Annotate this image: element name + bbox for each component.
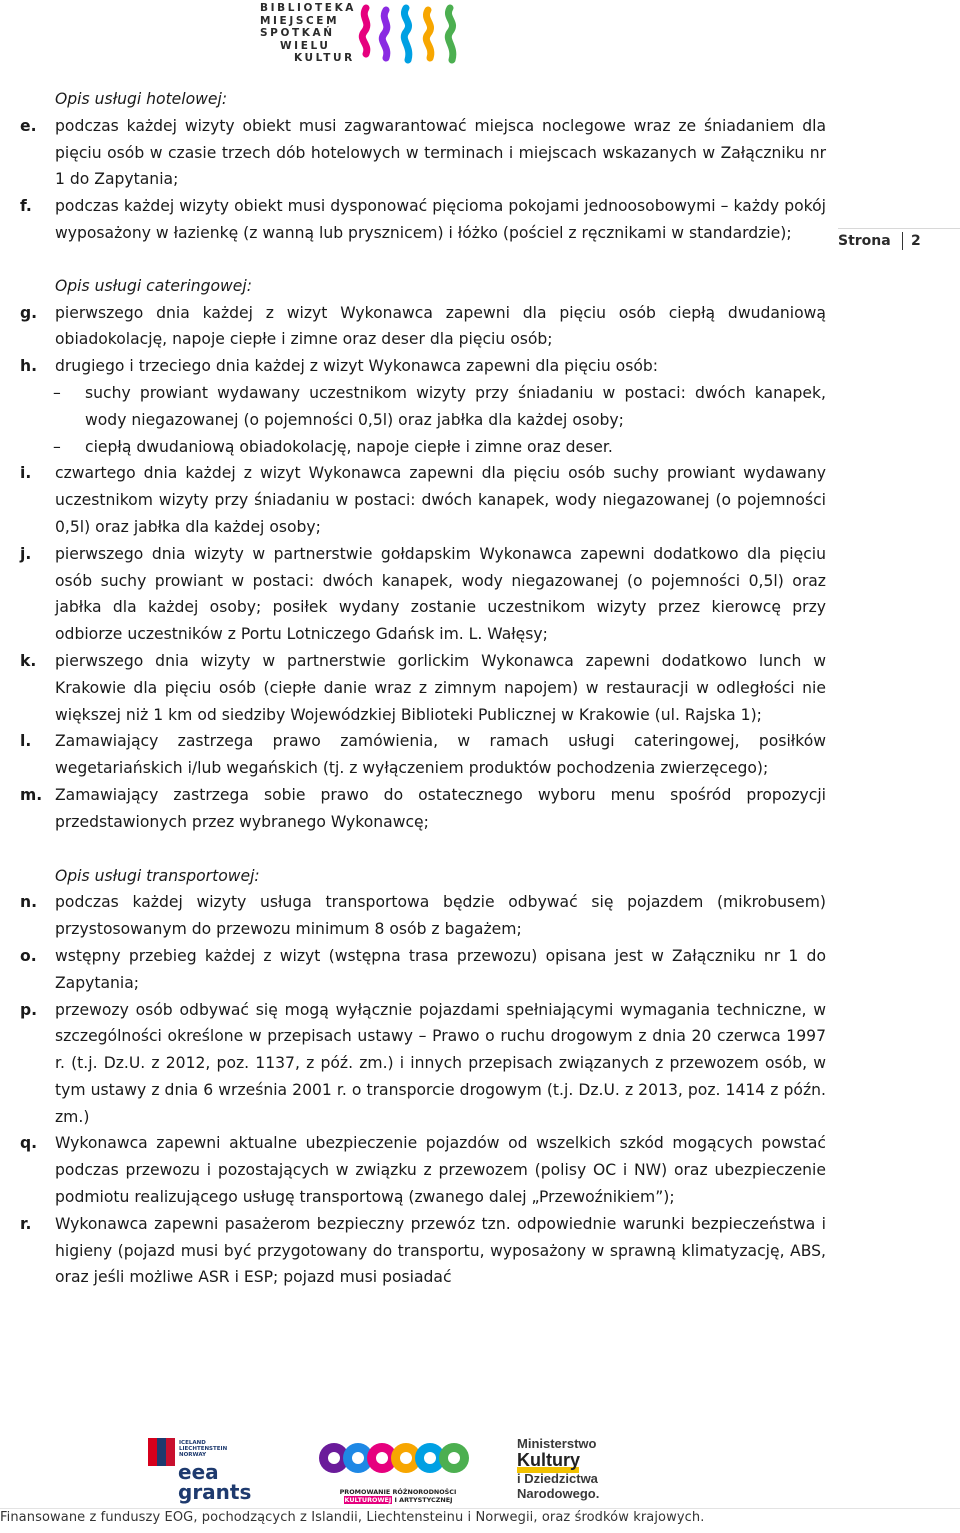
sub-item-text: suchy prowiant wydawany uczestnikom wizyty przy śniadaniu w postaci: dwóch kanapek, wody niegazowanej (o pojemności 0,5l) oraz jabłka dla każdej osoby;	[85, 383, 826, 429]
ministry-line: Kultury	[517, 1450, 580, 1470]
item-label: i.	[20, 464, 32, 483]
item-text: wstępny przebieg każdej z wizyt (wstępna trasa przewozu) opisana jest w Załączniku nr 1 do Zapytania;	[55, 946, 826, 992]
footer-divider	[0, 1508, 960, 1509]
item-text: Zamawiający zastrzega prawo zamówienia, w ramach usługi cateringowej, posiłków wegetariańskich i/lub wegańskich (tj. z wyłączeniem produktów pochodzenia zwierzęcego);	[55, 732, 826, 778]
item-label: k.	[20, 651, 37, 670]
list-item	[20, 1211, 826, 1291]
sub-list-item	[55, 434, 826, 461]
list-item	[20, 648, 826, 728]
list-item	[20, 113, 826, 193]
page-label: Strona	[838, 233, 891, 249]
ministry-logo	[517, 1436, 637, 1504]
divider	[838, 228, 960, 229]
section-catering	[20, 273, 826, 836]
section-heading: Opis usługi cateringowej:	[55, 276, 252, 295]
promo-diversity-logo	[318, 1434, 478, 1504]
eea-country: ICELAND	[179, 1440, 206, 1446]
page-number: 2	[911, 233, 921, 249]
item-label: r.	[20, 1214, 32, 1233]
item-text: Wykonawca zapewni pasażerom bezpieczny przewóz tzn. odpowiednie warunki bezpieczeństwa i higieny (pojazd musi być przygotowany do transportu, wyposażony w sprawną klimatyzację, ABS, oraz jeśli możliwe ASR i ESP; pojazd musi posiadać	[55, 1214, 826, 1287]
item-text: podczas każdej wizyty obiekt musi dysponować pięcioma pokojami jednoosobowymi – każdy pokój wyposażony w łazienkę (z wanną lub prysznicem) i łóżko (pościel z ręcznikami w standardzie);	[55, 197, 826, 242]
list-item	[20, 728, 826, 782]
list-item	[20, 1130, 826, 1210]
library-logo-text	[258, 2, 368, 65]
funding-note: Finansowane z funduszy EOG, pochodzących z Islandii, Liechtensteinu i Norwegii, oraz środków krajowych.	[0, 1510, 705, 1525]
section-heading: Opis usługi transportowej:	[55, 866, 260, 885]
list-item	[20, 353, 826, 460]
dash-bullet: –	[53, 383, 61, 402]
section-hotel	[20, 86, 826, 247]
list-item	[20, 300, 826, 354]
eea-country: LIECHTENSTEIN	[179, 1446, 228, 1452]
faces-logo-icon	[358, 4, 478, 68]
item-label: p.	[20, 1000, 38, 1019]
list-item	[20, 782, 826, 836]
item-body	[55, 353, 826, 460]
eea-country: NORWAY	[179, 1452, 207, 1458]
dash-bullet: –	[53, 437, 61, 456]
item-text: przewozy osób odbywać się mogą wyłącznie pojazdami spełniającymi wymagania techniczne, w szczególności określone w przepisach ustawy – Prawo o ruchu drogowym z dnia 20 czerwca 1997 r. (t.j. Dz.U. z 2012, poz. 1137, z póź. zm.) i innych przepisach związanych z przewozem osób, w tym ustawy z dnia 6 września 2001 r. o transporcie drogowym (t.j. Dz.U. z 2013, poz. 1414 z późn. zm.)	[55, 1000, 826, 1126]
promo-line: PROMOWANIE RÓŻNORODNOŚCI	[339, 1488, 457, 1496]
item-label: n.	[20, 893, 38, 912]
promo-line: KULTUROWEJ	[344, 1496, 392, 1504]
item-label: q.	[20, 1134, 38, 1153]
item-label: l.	[20, 732, 32, 751]
item-label: j.	[20, 544, 32, 563]
list-item	[20, 460, 826, 540]
sub-item-text: ciepłą dwudaniową obiadokolację, napoje ciepłe i zimne oraz deser.	[85, 437, 613, 456]
eea-flags-icon	[148, 1438, 176, 1466]
item-text: Zamawiający zastrzega sobie prawo do ostatecznego wyboru menu spośród propozycji przedstawionych przez wybranego Wykonawcę;	[55, 785, 826, 831]
eea-country-names	[179, 1440, 227, 1458]
ministry-line: Narodowego.	[517, 1486, 600, 1501]
sub-list	[55, 380, 826, 460]
promo-text	[318, 1488, 478, 1504]
ministry-line: i Dziedzictwa	[517, 1471, 598, 1486]
item-text: podczas każdej wizyty usługa transportowa będzie odbywać się pojazdem (mikrobusem) przystosowanym do przewozu minimum 8 osób z bagażem;	[55, 893, 826, 939]
masks-icon	[318, 1434, 478, 1486]
library-logo	[258, 2, 480, 70]
footer-logos	[0, 1432, 960, 1506]
list-item	[20, 889, 826, 943]
item-label: e.	[20, 116, 37, 135]
list-item	[20, 943, 826, 997]
eea-line: eea	[178, 1460, 219, 1484]
item-text: czwartego dnia każdej z wizyt Wykonawca zapewni dla pięciu osób suchy prowiant wydawany uczestnikom wizyty przy śniadaniu w postaci: dwóch kanapek, wody niegazowanej (o pojemności 0,5l) oraz jabłka dla każdej osoby;	[55, 464, 826, 536]
divider	[902, 232, 903, 250]
eea-line: grants	[178, 1480, 252, 1504]
section-transport	[20, 863, 826, 1292]
sub-list-item	[55, 380, 826, 434]
item-label: m.	[20, 785, 43, 804]
item-label: o.	[20, 946, 37, 965]
section-heading: Opis usługi hotelowej:	[55, 90, 228, 108]
item-text: pierwszego dnia każdej z wizyt Wykonawca zapewni dla pięciu osób ciepłą dwudaniową obiadokolację, napoje ciepłe i zimne oraz deser dla pięciu osób;	[55, 303, 826, 349]
page-number-marker	[838, 228, 960, 254]
ministry-line: Ministerstwo	[517, 1436, 597, 1451]
eea-grants-logo	[148, 1432, 266, 1504]
item-text: pierwszego dnia wizyty w partnerstwie gołdapskim Wykonawca zapewni dodatkowo dla pięciu osób suchy prowiant w postaci: dwóch kanapek, wody niegazowanej (o pojemności 0,5l) oraz jabłka dla każdej osoby; posiłek wydany zostanie uczestnikom wizyty przez kierowcę przy odbiorze uczestników z Portu Lotniczego Gdańsk im. L. Wałęsy;	[55, 544, 826, 644]
logo-line: WIELU	[280, 39, 331, 52]
list-item	[20, 997, 826, 1131]
item-label: h.	[20, 357, 38, 376]
promo-line: I ARTYSTYCZNEJ	[394, 1496, 453, 1504]
logo-line: KULTUR	[294, 52, 355, 64]
item-label: g.	[20, 303, 38, 322]
list-item	[20, 541, 826, 648]
logo-line: BIBLIOTEKA	[260, 2, 357, 14]
item-text: pierwszego dnia wizyty w partnerstwie gorlickim Wykonawca zapewni dodatkowo lunch w Krakowie dla pięciu osób (ciepłe danie wraz z zimnym napojem) w restauracji w odległości nie większej niż 1 km od siedziby Wojewódzkiej Biblioteki Publicznej w Krakowie (ul. Rajska 1);	[55, 651, 826, 724]
logo-line: MIEJSCEM	[260, 14, 340, 27]
item-text: drugiego i trzeciego dnia każdej z wizyt Wykonawca zapewni dla pięciu osób:	[55, 357, 659, 376]
item-label: f.	[20, 197, 32, 216]
eea-grants-wordmark	[178, 1462, 251, 1502]
item-text: podczas każdej wizyty obiekt musi zagwarantować miejsca noclegowe wraz ze śniadaniem dla pięciu osób w czasie trzech dób hotelowych w terminach i miejscach wskazanych w Załączniku nr 1 do Zapytania;	[55, 116, 826, 189]
item-text: Wykonawca zapewni aktualne ubezpieczenie pojazdów od wszelkich szkód mogących powstać podczas przewozu i pozostających w związku z przewozem (polisy OC i NW) oraz ubezpieczenie podmiotu realizującego usługę transportową (zwanego dalej „Przewoźnikiem”);	[55, 1134, 826, 1207]
document-body	[20, 86, 826, 1291]
list-item	[20, 193, 826, 247]
logo-line: SPOTKAŃ	[260, 27, 335, 39]
